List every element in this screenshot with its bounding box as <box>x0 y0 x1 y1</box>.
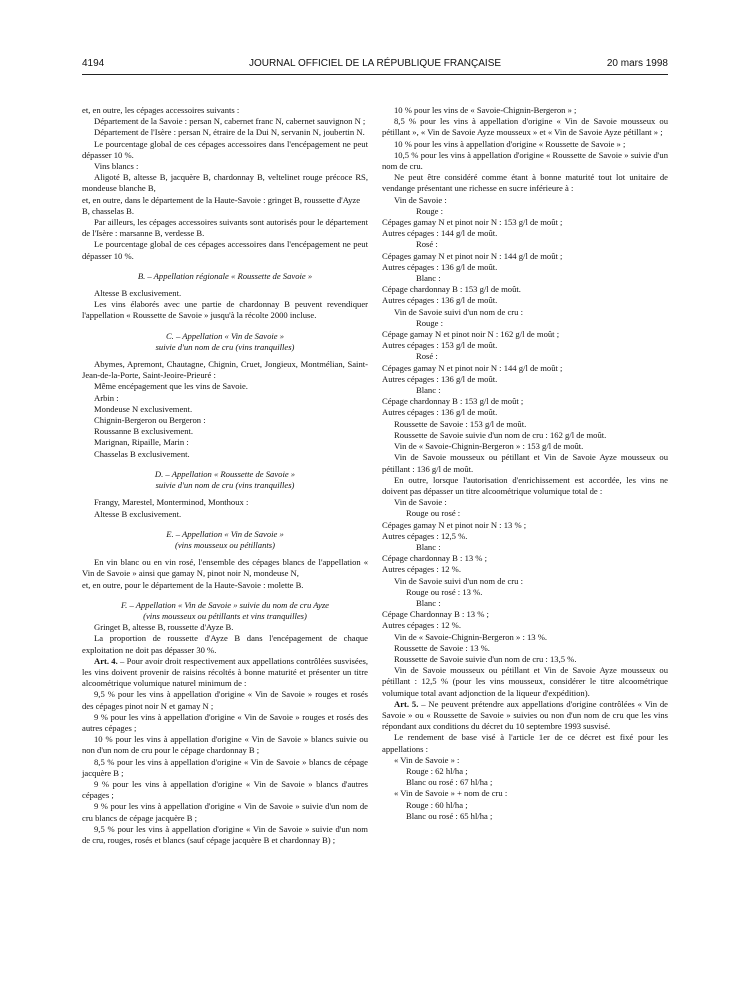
article-paragraph <box>82 656 368 690</box>
paragraph: Cépage Chardonnay B : 13 % ; <box>382 609 489 620</box>
paragraph: Le rendement de base visé à l'article 1er de ce décret est fixé pour les appellations : <box>382 732 668 754</box>
right-column <box>382 105 668 822</box>
paragraph: Mondeuse N exclusivement. <box>94 403 193 414</box>
paragraph: Vins blancs : <box>94 161 139 172</box>
paragraph: Roussette de Savoie : 13 %. <box>394 642 490 653</box>
paragraph: Roussanne B exclusivement. <box>94 426 194 437</box>
paragraph: Département de l'Isère : persan N, étraire de la Dui N, servanin N, joubertin N. <box>94 127 365 138</box>
paragraph: Autres cépages : 136 g/l de moût. <box>382 407 498 418</box>
paragraph: Cépages gamay N et pinot noir N : 153 g/l de moût ; <box>382 217 563 228</box>
paragraph: Vin de Savoie : <box>394 194 447 205</box>
paragraph: Rosé : <box>416 239 438 250</box>
paragraph: « Vin de Savoie » + nom de cru : <box>394 788 508 799</box>
paragraph: Blanc ou rosé : 65 hl/ha ; <box>406 810 493 821</box>
paragraph: Rouge : 62 hl/ha ; <box>406 765 468 776</box>
paragraph: Cépages gamay N et pinot noir N : 13 % ; <box>382 519 527 530</box>
paragraph: Blanc ou rosé : 67 hl/ha ; <box>406 777 493 788</box>
paragraph: Le pourcentage global de ces cépages accessoires dans l'encépagement ne peut dépasser 10 %. <box>82 239 368 261</box>
paragraph: Marignan, Ripaille, Marin : <box>94 437 189 448</box>
paragraph: Autres cépages : 12,5 %. <box>382 530 468 541</box>
paragraph: Blanc : <box>416 597 441 608</box>
paragraph: Blanc : <box>416 541 441 552</box>
paragraph: Blanc : <box>416 385 441 396</box>
paragraph: Rouge : 60 hl/ha ; <box>406 799 468 810</box>
paragraph: Autres cépages : 136 g/l de moût. <box>382 295 498 306</box>
paragraph: Vin de Savoie suivi d'un nom de cru : <box>394 575 523 586</box>
paragraph: 9 % pour les vins à appellation d'origine « Vin de Savoie » rouges et rosés des autres cépages ; <box>82 711 368 733</box>
paragraph: et, en outre, pour le département de la Haute-Savoie : molette B. <box>82 579 304 590</box>
paragraph: Autres cépages : 144 g/l de moût. <box>382 228 498 239</box>
section-heading: F. – Appellation « Vin de Savoie » suivie du nom de cru Ayze <box>121 599 329 610</box>
paragraph: Cépage gamay N et pinot noir N : 162 g/l de moût ; <box>382 329 560 340</box>
paragraph: Altesse B exclusivement. <box>94 508 182 519</box>
paragraph: Rouge : <box>416 205 443 216</box>
paragraph: « Vin de Savoie » : <box>394 754 460 765</box>
paragraph: Cépages gamay N et pinot noir N : 144 g/l de moût ; <box>382 250 563 261</box>
page-number: 4194 <box>82 58 105 69</box>
paragraph: 9,5 % pour les vins à appellation d'origine « Vin de Savoie » rouges et rosés des cépages pinot noir N et gamay N ; <box>82 689 368 711</box>
journal-title: JOURNAL OFFICIEL DE LA RÉPUBLIQUE FRANÇAISE <box>248 58 502 69</box>
paragraph: Ne peut être considéré comme étant à bonne maturité tout lot unitaire de vendange présentant une richesse en sucre inférieure à : <box>382 172 668 194</box>
paragraph: En vin blanc ou en vin rosé, l'ensemble des cépages blancs de l'appellation « Vin de Savoie » ainsi que gamay N, pinot noir N, mondeuse N, <box>82 557 368 579</box>
paragraph: Autres cépages : 136 g/l de moût. <box>382 373 498 384</box>
paragraph: Rouge ou rosé : <box>406 508 461 519</box>
paragraph: Rosé : <box>416 351 438 362</box>
paragraph: Cépage chardonnay B : 153 g/l de moût ; <box>382 396 524 407</box>
paragraph: En outre, lorsque l'autorisation d'enrichissement est accordée, les vins ne doivent pas dépasser un titre alcoométrique volumique total de : <box>382 474 668 496</box>
paragraph: Aligoté B, altesse B, jacquère B, chardonnay B, veltelinet rouge précoce RS, mondeuse blanche B, <box>82 172 368 194</box>
section-subheading: (vins mousseux ou pétillants et vins tranquilles) <box>143 610 307 621</box>
paragraph: 10,5 % pour les vins à appellation d'origine « Roussette de Savoie » suivie d'un nom de cru. <box>382 149 668 172</box>
paragraph: Les vins élaborés avec une partie de chardonnay B peuvent revendiquer l'appellation « Roussette de Savoie » jusqu'à la récolte 2000 incluse. <box>82 299 368 321</box>
paragraph: Altesse B exclusivement. <box>94 288 182 299</box>
paragraph: Frangy, Marestel, Monterminod, Monthoux : <box>94 497 249 508</box>
paragraph: Cépages gamay N et pinot noir N : 144 g/l de moût ; <box>382 362 563 373</box>
paragraph: Autres cépages : 136 g/l de moût. <box>382 261 498 272</box>
article-number: Art. 5. <box>394 698 419 709</box>
paragraph: Cépage chardonnay B : 153 g/l de moût. <box>382 284 521 295</box>
paragraph: Abymes, Apremont, Chautagne, Chignin, Cruet, Jongieux, Montmélian, Saint-Jean-de-la-Porte, Saint-Jeoire-Prieuré : <box>82 359 368 381</box>
paragraph: Roussette de Savoie suivie d'un nom de cru : 13,5 %. <box>394 653 577 664</box>
paragraph: 9,5 % pour les vins à appellation d'origine « Vin de Savoie » suivie d'un nom de cru, rouges, rosés et blancs (sauf cépage jacquère B et chardonnay B) ; <box>82 823 368 845</box>
paragraph: Vin de « Savoie-Chignin-Bergeron » : 13 %. <box>394 631 548 642</box>
section-heading: B. – Appellation régionale « Roussette de Savoie » <box>137 270 313 281</box>
section-heading: C. – Appellation « Vin de Savoie » <box>165 330 285 341</box>
section-heading: E. – Appellation « Vin de Savoie » <box>166 528 284 539</box>
article-number: Art. 4. <box>94 655 118 666</box>
article-paragraph <box>382 699 668 733</box>
paragraph: 8,5 % pour les vins à appellation d'origine « Vin de Savoie » blancs de cépage jacquère B ; <box>82 756 368 778</box>
paragraph: Autres cépages : 153 g/l de moût. <box>382 340 498 351</box>
paragraph: Même encépagement que les vins de Savoie. <box>94 381 248 392</box>
paragraph: 10 % pour les vins à appellation d'origine « Roussette de Savoie » ; <box>394 138 626 149</box>
paragraph: Chasselas B exclusivement. <box>94 448 190 459</box>
header-rule <box>82 74 668 75</box>
issue-date: 20 mars 1998 <box>606 58 668 69</box>
paragraph: Roussette de Savoie suivie d'un nom de cru : 162 g/l de moût. <box>394 429 607 440</box>
paragraph: Vin de Savoie suivi d'un nom de cru : <box>394 306 523 317</box>
paragraph: Chignin-Bergeron ou Bergeron : <box>94 415 206 426</box>
page-header <box>82 58 668 72</box>
paragraph: Département de la Savoie : persan N, cabernet franc N, cabernet sauvignon N ; <box>94 116 366 127</box>
left-column <box>82 105 368 846</box>
paragraph: et, en outre, dans le département de la Haute-Savoie : gringet B, roussette d'Ayze B, chasselas B. <box>82 194 361 216</box>
paragraph: Vin de Savoie : <box>394 497 447 508</box>
section-subheading: (vins mousseux ou pétillants) <box>174 539 275 550</box>
article-text: – Pour avoir droit respectivement aux appellations contrôlées susvisées, les vins doivent provenir de raisins récoltés à bonne maturité et présenter un titre alcoométrique volumique naturel minimum de : <box>82 655 369 689</box>
paragraph: 9 % pour les vins à appellation d'origine « Vin de Savoie » blancs d'autres cépages ; <box>82 778 368 801</box>
section-subheading: suivie d'un nom de cru (vins tranquilles) <box>155 480 295 491</box>
paragraph: Autres cépages : 12 %. <box>382 564 461 575</box>
article-text: – Ne peuvent prétendre aux appellations d'origine contrôlées « Vin de Savoie » ou « Roussette de Savoie » suivies ou non d'un nom de cru que les vins répondant aux conditions du décret du 10 septembre 1993 susvisé. <box>382 698 668 732</box>
paragraph: 10 % pour les vins de « Savoie-Chignin-Bergeron » ; <box>394 105 577 115</box>
section-subheading: suivie d'un nom de cru (vins tranquilles) <box>155 341 295 352</box>
paragraph: Autres cépages : 12 %. <box>382 620 461 631</box>
paragraph: Cépage chardonnay B : 13 % ; <box>382 553 488 564</box>
paragraph: et, en outre, les cépages accessoires suivants : <box>82 105 240 115</box>
paragraph: 9 % pour les vins à appellation d'origine « Vin de Savoie » suivie d'un nom de cru blancs de cépage jacquère B ; <box>82 801 368 823</box>
paragraph: La proportion de roussette d'Ayze B dans l'encépagement de chaque exploitation ne doit pas dépasser 30 %. <box>82 633 368 655</box>
paragraph: 8,5 % pour les vins à appellation d'origine « Vin de Savoie mousseux ou pétillant », « Vin de Savoie Ayze mousseux » et « Vin de Savoie Ayze pétillant » ; <box>382 116 668 138</box>
section-heading: D. – Appellation « Roussette de Savoie » <box>154 468 296 479</box>
paragraph: Arbin : <box>94 392 119 403</box>
paragraph: Blanc : <box>416 273 441 284</box>
paragraph: Par ailleurs, les cépages accessoires suivants sont autorisés pour le département de l'Isère : marsanne B, verdesse B. <box>82 217 368 239</box>
paragraph: Vin de Savoie mousseux ou pétillant et Vin de Savoie Ayze mousseux ou pétillant : 12,5 % (pour les vins mousseux, considérer le titre alcoométrique volumique total avant adjonction de la liqueur d'expédition). <box>382 665 668 698</box>
paragraph: Rouge : <box>416 317 443 328</box>
paragraph: Vin de Savoie mousseux ou pétillant et Vin de Savoie Ayze mousseux ou pétillant : 136 g/l de moût. <box>382 452 668 474</box>
paragraph: Gringet B, altesse B, roussette d'Ayze B. <box>94 622 234 633</box>
paragraph: Le pourcentage global de ces cépages accessoires dans l'encépagement ne peut dépasser 10 %. <box>82 138 368 160</box>
paragraph: Rouge ou rosé : 13 %. <box>406 586 483 597</box>
paragraph: Vin de « Savoie-Chignin-Bergeron » : 153 g/l de moût. <box>394 441 584 452</box>
paragraph: Roussette de Savoie : 153 g/l de moût. <box>394 418 527 429</box>
paragraph: 10 % pour les vins à appellation d'origine « Vin de Savoie » blancs suivie ou non d'un nom de cru pour le cépage chardonnay B ; <box>82 734 368 756</box>
